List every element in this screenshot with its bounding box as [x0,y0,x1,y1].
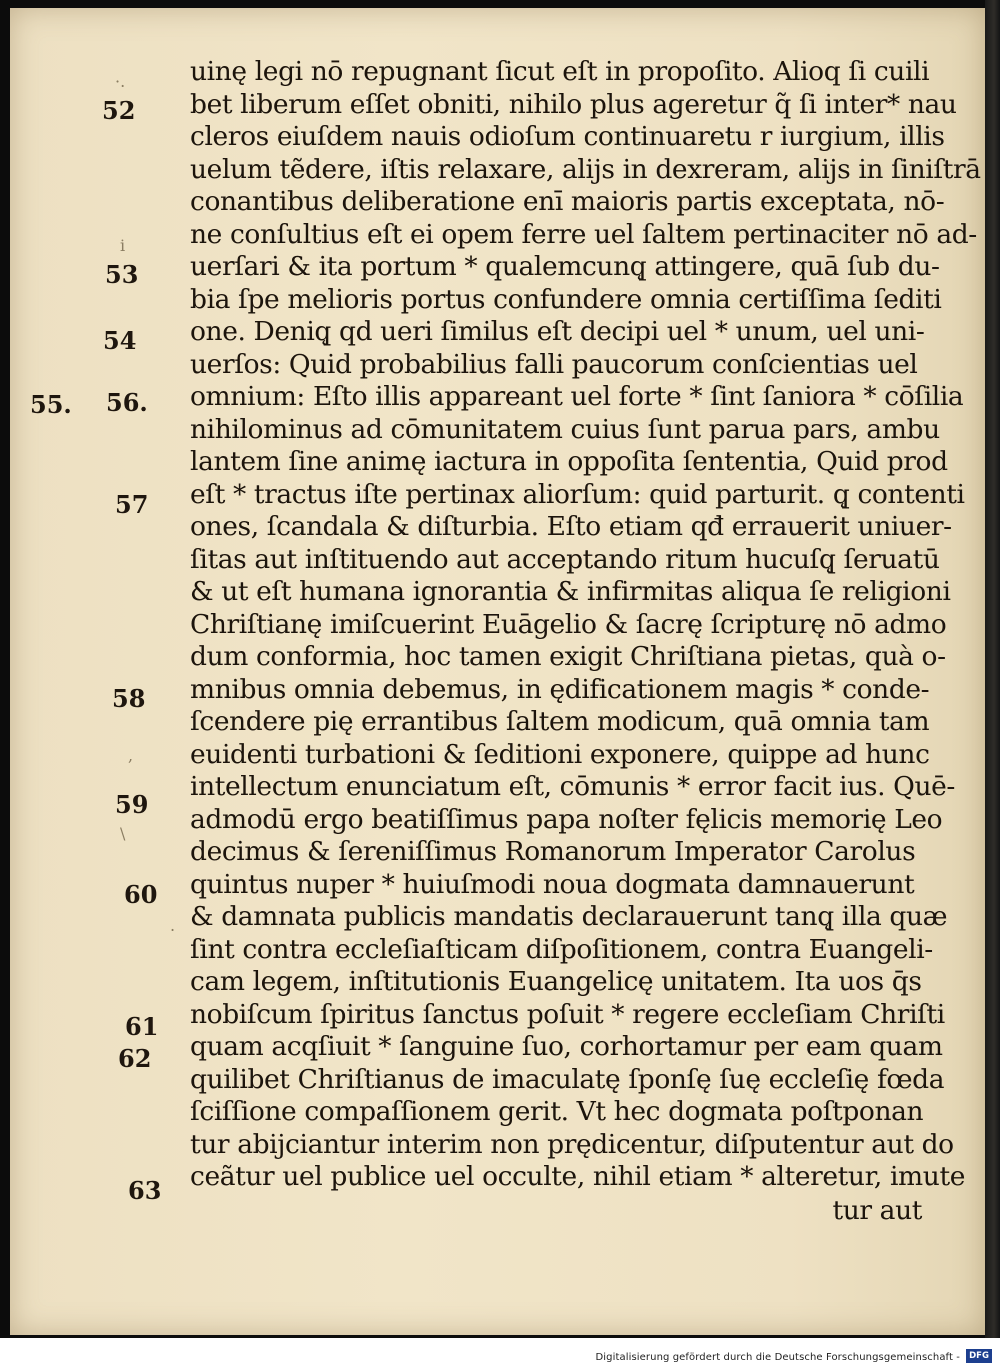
dfg-logo: DFG [966,1349,992,1363]
text-line: one. Deniq̨ qd ueri ſimilus eſt decipi uel * unum, uel uni- [190,316,925,347]
margin-number: 55. [30,390,72,419]
text-line: ceãtur uel publice uel occulte, nihil etiam * alteretur, imute [190,1161,965,1192]
text-line: Chriſtianę imiſcuerint Euāgelio & ſacrę ſcripturę nō admo [190,608,947,640]
text-line: mnibus omnia debemus, in ędificationem magis * conde- [190,673,930,705]
text-line: uelum tẽdere, iſtis relaxare, alijs in dexreram, alijs in ſiniſtrā [190,153,981,185]
margin-number: 59 [115,790,149,819]
text-line: ſciſſione compaſſionem gerit. Vt hec dogmata poſtponan [190,1096,924,1127]
text-line: euidenti turbationi & ſeditioni exponere, quippe ad hunc [190,738,930,770]
footer [0,1338,1000,1366]
margin-number: 54 [103,326,137,355]
text-line: uerſos: Quid probabilius falli paucorum conſcientias uel [190,348,918,380]
text-line: nihilominus ad cōmunitatem cuius ſunt parua pars, ambu [190,413,940,445]
text-line: cam legem, inſtitutionis Euangelicę unitatem. Ita uos q̄s [190,966,922,997]
margin-number: 52 [102,96,136,125]
text-line: & ut eſt humana ignorantia & infirmitas aliqua ſe religioni [190,576,951,607]
text-line: quintus nuper * huiuſmodi noua dogmata damnauerunt [190,868,915,900]
page-paper [10,8,985,1335]
text-line: uerſari & ita portum * qualemcunq̨ attingere, quā ſub du- [190,251,940,282]
text-line: ſint contra eccleſiaſticam diſpoſitionem, contra Euangeli- [190,933,933,965]
text-line: ones, ſcandala & diſturbia. Eſto etiam qđ errauerit uniuer- [190,511,952,542]
text-line: intellectum enunciatum eſt, cōmunis * error facit ius. Quē- [190,771,955,802]
margin-mark: \ [120,824,126,843]
text-line: cleros eiuſdem nauis odioſum continuaretu r iurgium, illis [190,121,945,152]
text-line: tur abijciantur interim non prędicentur, diſputentur aut do [190,1128,954,1160]
scan-edge [985,0,1000,1338]
margin-number: 63 [128,1176,162,1205]
text-line: decimus & ſereniſſimus Romanorum Imperator Carolus [190,836,916,867]
text-line: bet liberum eſſet obniti, nihilo plus ageretur q̃ ſi inter* nau [190,88,957,120]
text-line: nobiſcum ſpiritus ſanctus poſuit * regere eccleſiam Chriſti [190,998,945,1030]
text-line: & damnata publicis mandatis declarauerunt tanq̨ illa quæ [190,901,948,932]
margin-mark: , [128,746,134,765]
text-line: ſitas aut inſtituendo aut acceptando ritum hucuſq̨ ſeruatū [190,543,940,575]
text-line: quam acqſiuit * ſanguine ſuo, corhortamur per eam quam [190,1031,943,1062]
text-line: ſcendere pię errantibus ſaltem modicum, quā omnia tam [190,706,930,737]
catchword: tur aut [832,1195,922,1226]
margin-number: 56. [106,388,148,417]
text-line: conantibus deliberatione enī maioris partis exceptata, nō- [190,186,945,217]
margin-number: 61 [125,1012,159,1041]
margin-mark: ·. [115,72,126,91]
margin-number: 62 [118,1044,152,1073]
margin-number: 57 [115,490,149,519]
text-line: omnium: Eſto illis appareant uel forte * ſint ſaniora * cōſilia [190,381,964,412]
text-line: dum conformia, hoc tamen exigit Chriſtiana pietas, quà o- [190,641,946,672]
margin-number: 60 [124,880,158,909]
text-line: ne conſultius eſt ei opem ferre uel ſaltem pertinaciter nō ad- [190,218,977,250]
text-line: admodū ergo beatiſſimus papa noſter fęlicis memorię Leo [190,803,943,835]
margin-mark: . [170,916,176,935]
margin-mark: i [120,236,126,255]
margin-number: 53 [105,260,139,289]
text-line: eſt * tractus iſte pertinax aliorſum: quid parturit. q̨ contenti [190,478,965,510]
text-line: bia ſpe melioris portus confundere omnia certiſſima ſediti [190,283,942,315]
text-line: quilibet Chriſtianus de imaculatę ſponſę ſuę eccleſię fœda [190,1063,945,1095]
text-line: uinę legi nō repugnant ſicut eſt in propoſito. Alioq ſi cuili [190,56,930,87]
footer-credit: Digitalisierung gefördert durch die Deutsche Forschungsgemeinschaft - [595,1352,960,1363]
margin-number: 58 [112,684,146,713]
text-line: lantem ſine animę iactura in oppoſita ſententia, Quid prod [190,446,948,477]
